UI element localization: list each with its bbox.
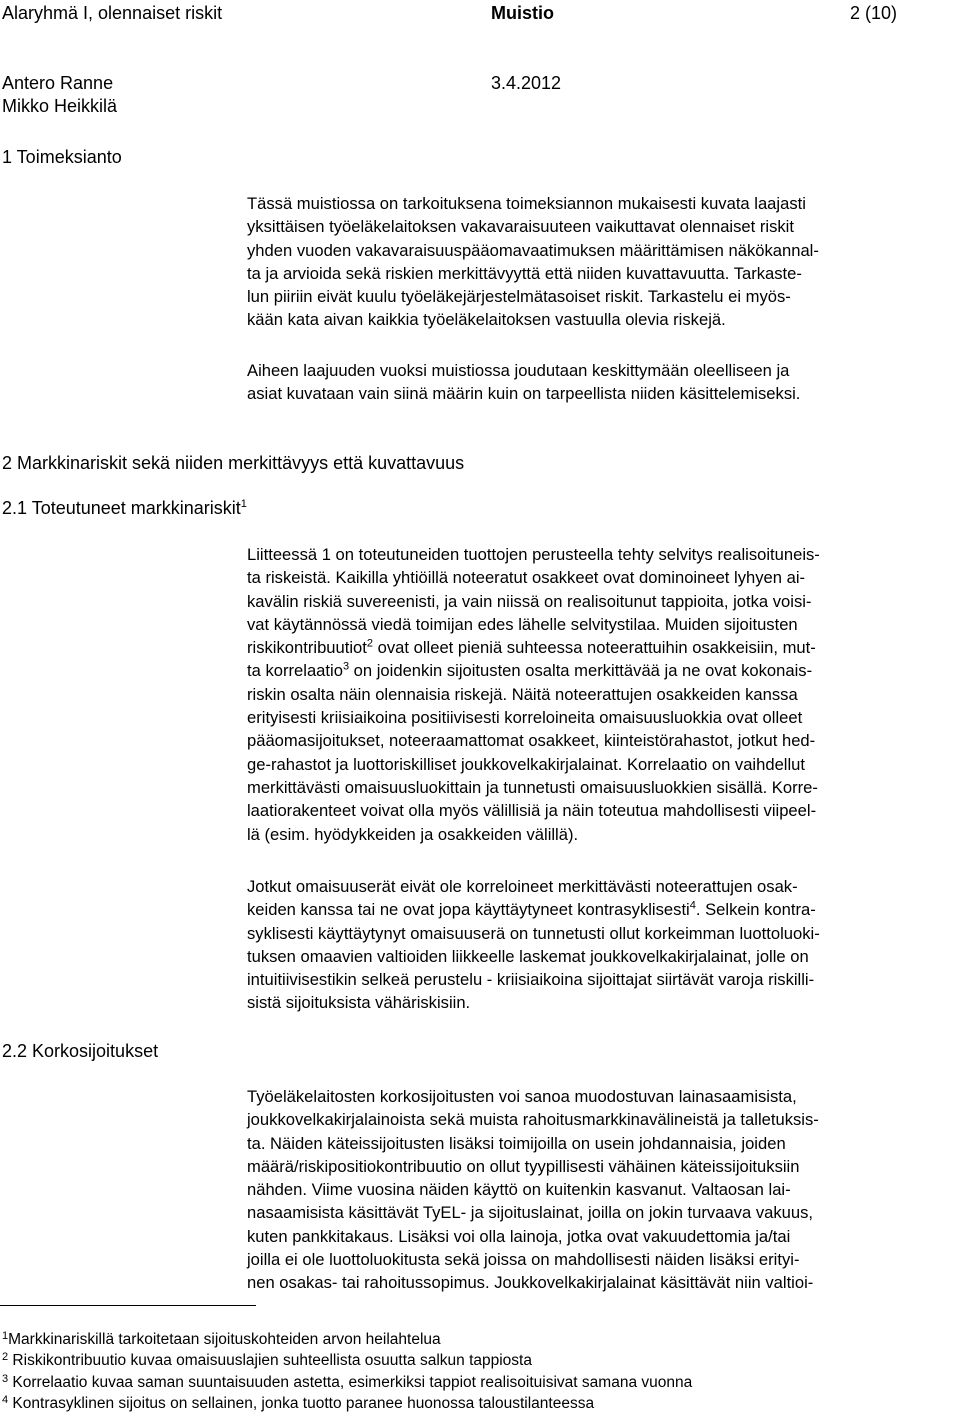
footnote-number: 1 [2,1330,9,1342]
text-line: intuitiivisestikin selkeä perustelu - kriisiaikoina sijoittajat siirtävät varoja riskilli- [247,970,815,990]
header-page-number: 2 (10) [850,3,898,23]
text-line: tuksen omaavien valtioiden liikkeelle laskemat joukkovelkakirjalainat, jolle on [247,946,809,966]
section-1-paragraph-2 [247,359,953,406]
section-1-paragraph-1 [247,192,953,332]
text-line: ta ja arvioida sekä riskien merkittävyyttä että niiden kuvattavuutta. Tarkaste- [247,263,802,283]
text-line: pääomasijoitukset, noteeraamattomat osakkeet, kiinteistörahastot, jotkut hed- [247,731,816,751]
text-line [247,898,953,921]
text-line: Tässä muistiossa on tarkoituksena toimeksiannon mukaisesti kuvata laajasti [247,194,806,213]
text-line: riskin osalta näin olennaisia riskejä. Näitä noteerattujen osakkeiden kanssa [247,684,798,704]
section-1-heading: 1 Toimeksianto [2,147,122,167]
text-line: Liitteessä 1 on toteutuneiden tuottojen perusteella tehty selvitys realisoituneis- [247,545,820,564]
footnote-number: 2 [2,1351,9,1363]
footnote-ref: 3 [342,660,350,673]
footnote-separator [0,1305,256,1306]
footnote-number: 4 [2,1394,9,1406]
text-line: määrä/riskipositiokontribuutio on ollut tyypillisesti vähäinen käteissijoituksiin [247,1156,800,1176]
footnote-4 [2,1395,594,1413]
text-line: laatiorakenteet voivat olla myös välillisiä ja näin toteutua mahdollisesti viipeel- [247,801,817,821]
header-author-2: Mikko Heikkilä [2,96,118,116]
section-2-heading: 2 Markkinariskit sekä niiden merkittävyys että kuvattavuus [2,453,465,473]
footnote-2 [2,1352,532,1370]
text-line: ta. Näiden käteissijoitusten lisäksi toimijoilla on usein johdannaisia, joiden [247,1133,786,1153]
text-line: nasaamisista käsittävät TyEL- ja sijoituslainat, joilla on jokin turvaava vakuus, [247,1203,814,1223]
footnote-text: Markkinariskillä tarkoitetaan sijoituskohteiden arvon heilahtelua [8,1331,441,1348]
text-line: joilla ei ole luottoluokitusta sekä joissa on mahdollisesti näiden lisäksi erityi- [247,1250,800,1270]
text-segment: ovat olleet pieniä suhteessa noteerattuihin osakkeisiin, mut- [373,638,816,658]
text-line: Aiheen laajuuden vuoksi muistiossa joudutaan keskittymään oleelliseen ja [247,361,790,380]
header-doc-type: Muistio [491,3,554,23]
text-line: asiat kuvataan vain siinä määrin kuin on tarpeellista niiden käsittelemiseksi. [247,384,801,404]
footnote-text: Korrelaatio kuvaa saman suuntaisuuden astetta, esimerkiksi tappiot realisoituisivat samana vuonna [8,1374,693,1391]
footnote-ref: 1 [240,498,247,510]
text-line [247,636,953,659]
text-line: joukkovelkakirjalainoista sekä muista rahoitusmarkkinavälineistä ja talletuksis- [247,1110,819,1130]
text-line: ta riskeistä. Kaikilla yhtiöillä noteeratut osakkeet ovat dominoineet lyhyen ai- [247,568,806,588]
text-line: yksittäisen työeläkelaitoksen vakavaraisuuteen vaikuttavat olennaiset riskit [247,217,794,237]
text-line: merkittävästi omaisuusluokittain ja tunnetusti omaisuusluokkien sisällä. Korre- [247,777,818,797]
text-segment: on joidenkin sijoitusten osalta merkittävää ja ne ovat kokonais- [349,661,813,681]
section-2-2-paragraph-1 [247,1085,953,1295]
text-segment: . Selkein kontra- [695,900,816,920]
text-segment: ta korrelaatio [247,661,343,681]
text-line: ge-rahastot ja luottoriskilliset joukkovelkakirjalainat. Korrelaatio on vaihdellut [247,754,806,774]
text-segment: keiden kanssa tai ne ovat jopa käyttäytyneet kontrasyklisesti [247,900,690,920]
footnote-text: Kontrasyklinen sijoitus on sellainen, jonka tuotto paranee huonossa taloustilanteessa [8,1395,595,1412]
section-2-1-paragraph-2 [247,875,953,1015]
header-department: Alaryhmä I, olennaiset riskit [2,3,223,23]
section-2-1-heading [2,497,247,519]
header-date: 3.4.2012 [491,73,562,93]
text-line: erityisesti kriisiaikoina positiivisesti korreloineita omaisuusluokkia ovat olleet [247,708,803,728]
footnote-3 [2,1374,692,1392]
text-line: sistä sijoituksista vähäriskisiin. [247,993,471,1013]
text-line [247,659,953,682]
text-line: kuten pankkitakaus. Lisäksi voi olla lainoja, jotka ovat vakuudettomia ja/tai [247,1226,791,1246]
text-line: nen osakas- tai rahoitussopimus. Joukkovelkakirjalainat käsittävät niin valtioi- [247,1273,814,1293]
text-line: Jotkut omaisuuserät eivät ole korreloineet merkittävästi noteerattujen osak- [247,877,798,896]
footnote-ref: 2 [366,637,374,650]
text-line: kavälin riskiä suvereenisti, ja vain niissä on realisoitunut tappioita, jotka voisi- [247,591,812,611]
text-line: nähden. Viime vuosina näiden käyttö on kuitenkin kasvanut. Valtaosan lai- [247,1180,791,1200]
section-2-1-paragraph-1 [247,543,953,846]
footnote-number: 3 [2,1373,9,1385]
text-segment: riskikontribuutiot [247,638,367,658]
section-2-1-heading-text: 2.1 Toteutuneet markkinariskit [2,498,241,518]
header-author-1: Antero Ranne [2,73,114,93]
footnote-text: Riskikontribuutio kuvaa omaisuuslajien suhteellista osuutta salkun tappiosta [8,1352,532,1369]
text-line: lun piiriin eivät kuulu työeläkejärjestelmätasoiset riskit. Tarkastelu ei myös- [247,287,791,307]
text-line: kään kata aivan kaikkia työeläkelaitoksen vastuulla olevia riskejä. [247,310,726,330]
text-line: yhden vuoden vakavaraisuuspääomavaatimuksen määrittämisen näkökannal- [247,240,819,260]
footnote-1 [2,1331,441,1349]
footnote-ref: 4 [689,899,696,912]
text-line: lä (esim. hyödykkeiden ja osakkeiden välillä). [247,824,579,844]
text-line: vat käytännössä viedä toimijan edes lähelle selvitystilaa. Muiden sijoitusten [247,614,798,634]
text-line: syklisesti käyttäytynyt omaisuuserä on tunnetusti ollut korkeimman luottoluoki- [247,923,820,943]
section-2-2-heading: 2.2 Korkosijoitukset [2,1041,159,1061]
text-line: Työeläkelaitosten korkosijoitusten voi sanoa muodostuvan lainasaamisista, [247,1087,797,1106]
